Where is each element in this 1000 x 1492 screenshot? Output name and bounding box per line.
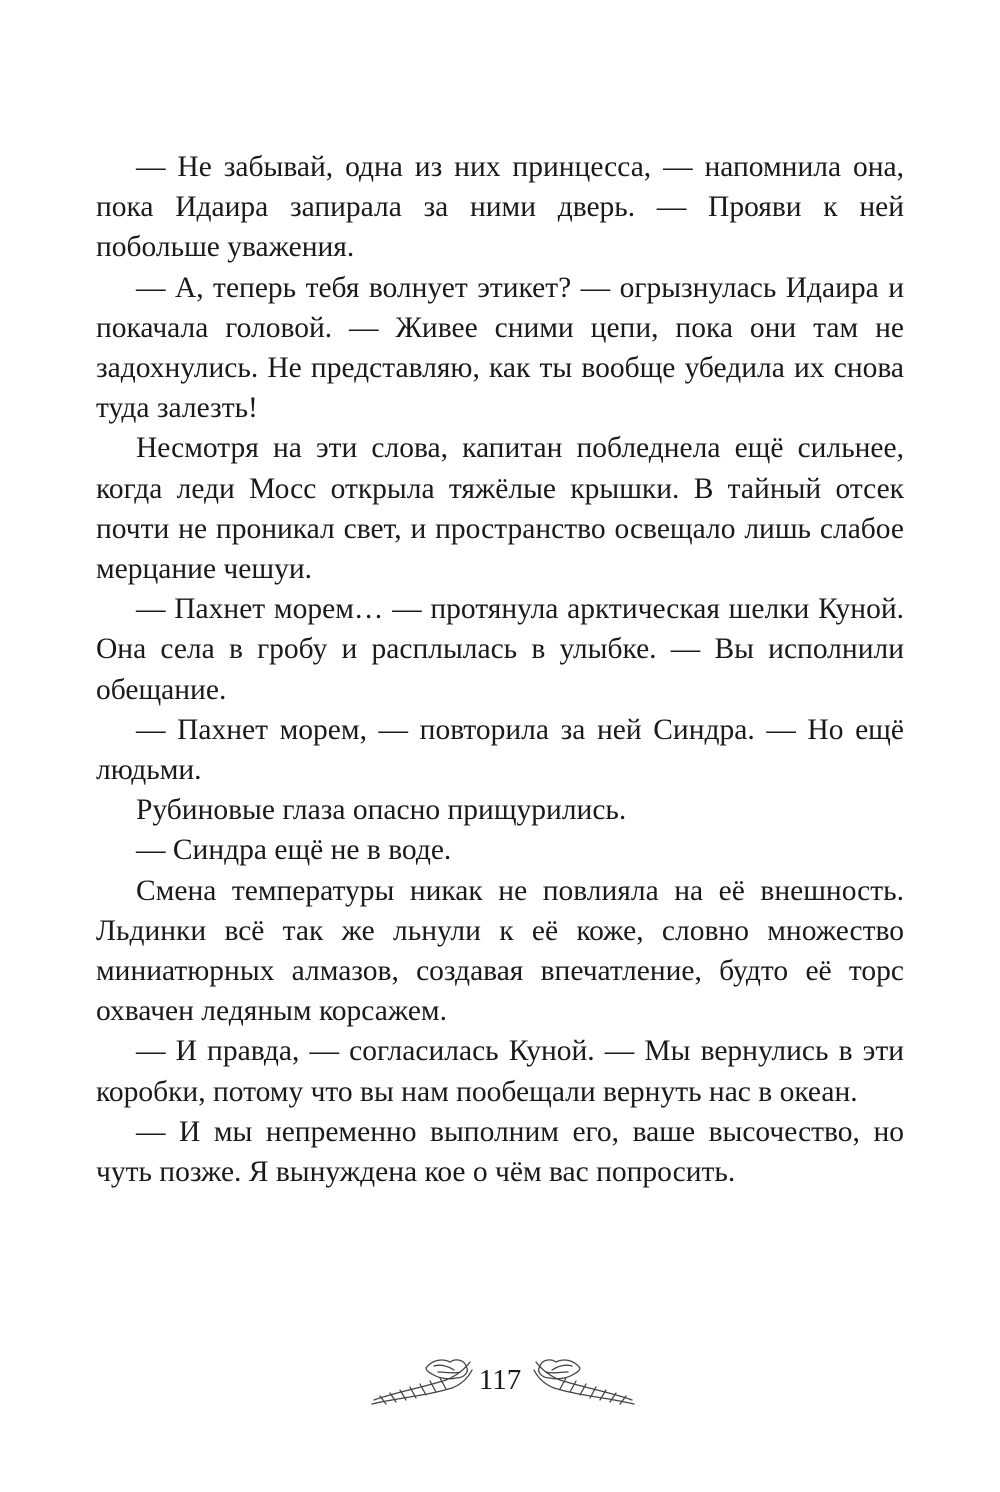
paragraph-9: — И правда, — согласилась Куной. — Мы вернулись в эти коробки, потому что вы нам пообещали вернуть нас в океан. bbox=[96, 1035, 904, 1108]
paragraph-5: — Пахнет морем, — повторила за ней Синдра. — Но ещё людьми. bbox=[96, 713, 904, 787]
paragraph-2: — А, теперь тебя волнует этикет? — огрызнулась Идаира и покачала головой. — Живее сними цепи, пока они там не задохнулись. Не представляю, как ты вообще убедила их снова туда залезть! bbox=[96, 271, 904, 425]
paragraph-10: — И мы непременно выполним его, ваше высочество, но чуть позже. Я вынуждена кое о чём вас попросить. bbox=[96, 1115, 904, 1189]
paragraph-8: Смена температуры никак не повлияла на её внешность. Льдинки всё так же льнули к её коже, словно множество миниатюрных алмазов, создавая впечатление, будто её торс охвачен ледяным корсажем. bbox=[96, 874, 904, 1028]
paragraph-6: Рубиновые глаза опасно прищурились. bbox=[136, 794, 627, 827]
paragraph-4: — Пахнет морем… — протянула арктическая шелки Куной. Она села в гробу и расплылась в улыбке. — Вы исполнили обещание. bbox=[96, 593, 904, 706]
paragraph-1: — Не забывай, одна из них принцесса, — напомнила она, пока Идаира запирала за ними дверь. — Прояви к ней побольше уважения. bbox=[96, 151, 904, 264]
page-footer bbox=[0, 1350, 1000, 1420]
page-number: 117 bbox=[478, 1364, 522, 1396]
paragraph-3: Несмотря на эти слова, капитан побледнела ещё сильнее, когда леди Мосс открыла тяжёлые крышки. В тайный отсек почти не проникал свет, и пространство освещало лишь слабое мерцание чешуи. bbox=[96, 432, 904, 586]
paragraph-7: — Синдра ещё не в воде. bbox=[136, 834, 452, 867]
page-body bbox=[96, 147, 904, 1192]
seashell-ornament-icon bbox=[530, 1352, 640, 1412]
